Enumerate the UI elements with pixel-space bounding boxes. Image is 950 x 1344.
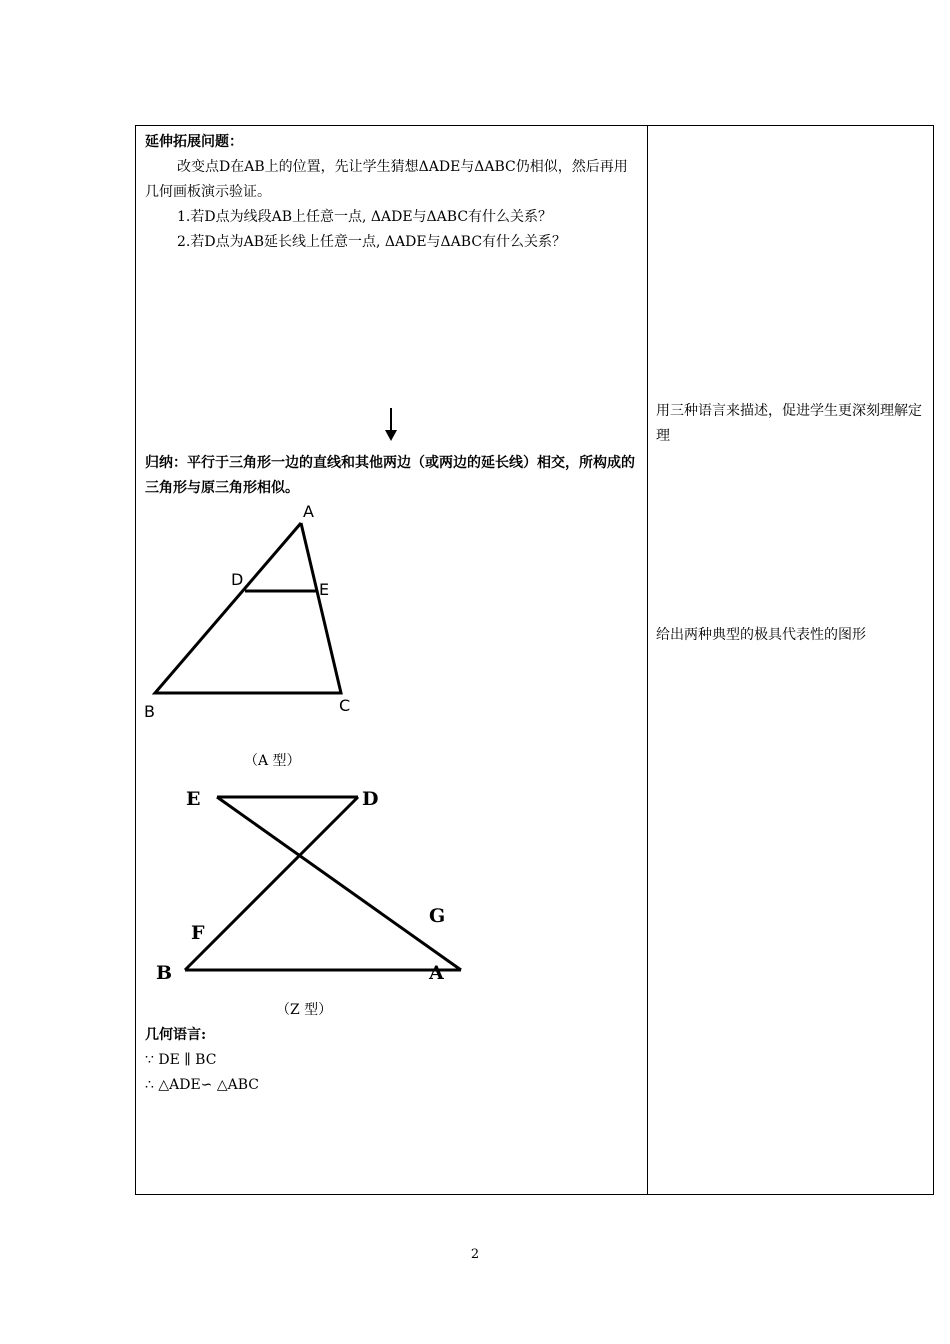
fig-a-label-a: A <box>303 502 314 521</box>
question-2: 2.若D点为AB延长线上任意一点, ΔADE与ΔABC有什么关系？ <box>177 234 567 250</box>
fig-a-label-c: C <box>339 696 351 715</box>
fig-a-label-b: B <box>144 702 155 721</box>
figure-z-type <box>136 781 476 991</box>
figure-a-caption: （A 型） <box>244 753 301 769</box>
right-note-2: 给出两种典型的极具代表性的图形 <box>656 627 866 643</box>
section-heading: 延伸拓展问题： <box>145 134 243 150</box>
fig-z-label-e: E <box>186 788 201 810</box>
geometry-language-line1: ∵ DE ∥ BC <box>145 1052 217 1068</box>
intro-paragraph: 改变点D在AB上的位置，先让学生猜想ΔADE与ΔABC仍相似，然后再用几何画板演示验证。 <box>145 159 628 200</box>
figure-z-caption: （Z 型） <box>276 1002 333 1018</box>
fig-z-label-f: F <box>191 922 205 944</box>
page-number: 2 <box>470 1247 480 1262</box>
question-1: 1.若D点为线段AB上任意一点, ΔADE与ΔABC有什么关系？ <box>177 209 553 225</box>
fig-z-label-g: G <box>429 905 446 927</box>
figure-a-type <box>136 498 396 728</box>
fig-z-label-b: B <box>156 962 173 984</box>
left-column <box>145 130 639 255</box>
lesson-table <box>135 125 934 1195</box>
geometry-language-title: 几何语言: <box>145 1027 207 1043</box>
down-arrow-icon <box>381 406 401 444</box>
fig-z-label-d: D <box>362 788 379 810</box>
fig-a-label-e: E <box>319 580 330 599</box>
geometry-language <box>145 1023 259 1098</box>
conclusion-text: 归纳：平行于三角形一边的直线和其他两边（或两边的延长线）相交，所构成的三角形与原三角形相似。 <box>145 455 635 496</box>
fig-a-label-d: D <box>231 570 244 589</box>
right-note-1: 用三种语言来描述，促进学生更深刻理解定理 <box>656 403 922 444</box>
column-divider <box>647 126 648 1194</box>
geometry-language-line2: ∴ △ADE∽ △ABC <box>145 1077 259 1093</box>
fig-z-label-a: A <box>429 962 444 984</box>
